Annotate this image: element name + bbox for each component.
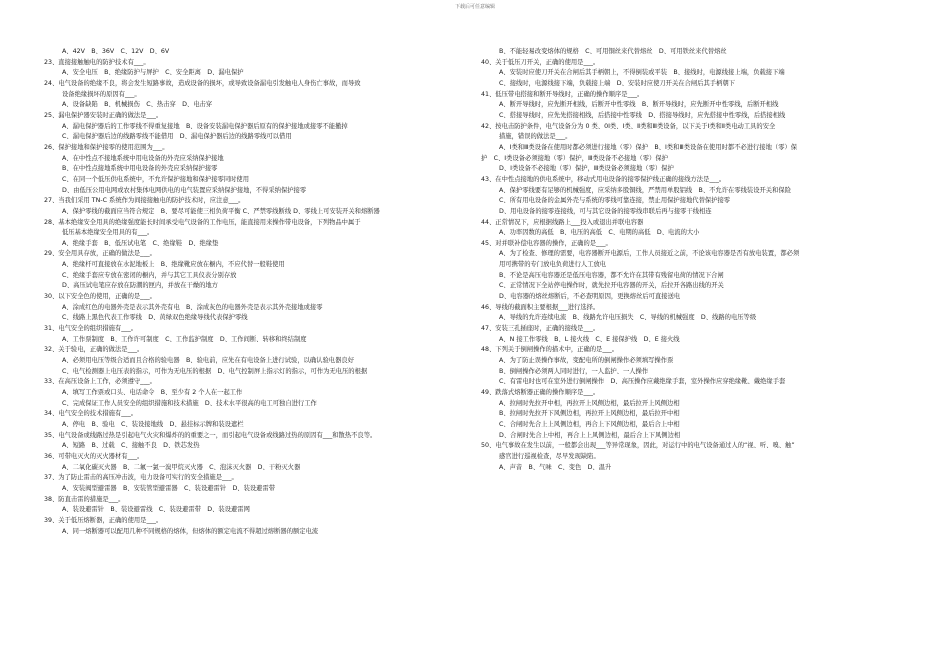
option-line: A、在中性点不接地系统中用电设备的外壳应采纳保护接地 [62,154,224,162]
option-line: C、绝缘手套应专放在密闭的橱内，并与其它工具仪表分别存放 [62,271,237,279]
option-line: C、完成保证工作人员安全的组织措施和技术措施 D、技术水平很高的电工可独自进行工作 [62,399,317,407]
option-line: 低压基本绝缘安全用具的有___。 [62,229,154,237]
option-line: C、电气检测器上电压表的指示，可作为无电压的根据 D、电气控制屏上指示灯的指示，可作为无电压的根据 [62,367,368,375]
option-line: A、安装阀型避雷器 B、安装管型避雷器 C、装设避雷针 D、装设避雷带 [62,484,276,492]
question-line: 44、正常情况下，应根据线路上___投入或退出并联电容器 [481,218,644,226]
option-line: A、二氧化碳灭火器 B、二氟一氯一溴甲烷灭火器 C、泡沫灭火器 D、干粉灭火器 [62,463,301,471]
option-line: D、电容器的熔丝熔断后，不必查明原因，更换熔丝后可直接送电 [499,293,681,301]
option-line: 感官进行巡视检查，尽早发现缺陷。 [499,452,600,460]
option-line: B、在中性点接地系统中用电设备的外壳应采纳保护接零 [62,165,218,173]
option-line: C、所有用电设备的金属外壳与系统的零线可靠连接，禁止用保护接地代替保护接零 [499,197,731,205]
option-line: A、短路 B、过载 C、接触不良 D、铁芯发热 [62,442,200,450]
left-column [44,47,462,537]
question-line: 26、保护接地和保护接零的使用范围为___。 [44,143,169,151]
option-line: A、同一熔断器可以配用几种不同规格的熔体，但熔体的额定电流不得超过熔断器的额定电流 [62,527,319,535]
option-line: B、倒闸操作必须两人同时进行，一人监护、一人操作 [499,367,649,375]
question-line: 35、电气设备或线路过热是引起电气火灾和爆炸的的重要之一，而引起电气设备或线路过热的原因有___和散热不良等。 [44,431,377,439]
question-line: 31、电气安全的组织措施有___。 [44,325,138,333]
option-line: A、为了检查、修理的需要，电容器断开电源后，工作人员接近之前，不论该电容器是否有放电装置，都必须 [499,250,800,258]
question-line: 46、导线的截面积主要根据___进行选择。 [481,303,600,311]
option-line: D、合闸时先合上中相，再合上上风侧边相，最后合上下风侧边相 [499,431,681,439]
question-line: 45、对并联补偿电容器的操作，正确的是___。 [481,239,612,247]
question-line: 34、电气安全的技术措施有___。 [44,410,138,418]
option-line: D、用电设备的接零连接线，可与其它设备的接零线串联后再与接零干线相连 [499,207,712,215]
option-line: A、必须用电压等级合适而且合格的验电器 B、验电前，应先在有电设备上进行试验，以确认验电器良好 [62,357,354,365]
question-line: 39、关于低压熔断器，正确的使用是___。 [44,516,163,524]
option-line: A、N 接工作零线 B、L 接火线 C、E 接保护线 D、E 接火线 [499,335,680,343]
option-line: A、绝缘杆可直接放在水泥地板上 B、绝缘靴应放在橱内，不应代替一般鞋使用 [62,261,285,269]
question-line: 36、可带电灭火的灭火器材有___。 [44,452,144,460]
question-line: 24、电气设备的绝缘不良，将会发生短路事故，造成设备的损坏，或导致设备漏电引发触电人身伤亡事故，而导致 [44,79,361,87]
question-line: 25、漏电保护器安装时正确的做法是___。 [44,111,163,119]
option-line: A、设备缺陷 B、机械损伤 C、热击穿 D、电击穿 [62,101,213,109]
option-line: A、停电 B、验电 C、装设接地线 D、悬挂标示牌和装设遮栏 [62,420,244,428]
option-line: A、装设避雷针 B、装设避雷线 C、装设避雷带 D、装设避雷网 [62,506,250,514]
option-line: A、声音 B、气味 C、变色 D、温升 [499,463,612,471]
page-header: 下载后可任意编辑 [454,4,495,10]
question-line: 28、基本绝缘安全用具的绝缘强度能长时间承受电气设备的工作电压，能直接用来操作带电设备，下列物品中属于 [44,218,361,226]
question-line: 30、以下安全色的使用，正确的是___。 [44,293,156,301]
question-line: 32、关于验电，正确的做法是___。 [44,346,144,354]
option-line: C、合闸时先合上上风侧边相，再合上下风侧边相，最后合上中相 [499,420,680,428]
question-line: 40、关于低压刀开关，正确的使用是___。 [481,58,600,66]
question-line: 护 C、Ⅰ类设备必须接地（零）保护，Ⅲ类设备不必接地（零）保护 [481,154,668,162]
option-line: A、涂成红色的电器外壳是表示其外壳有电 B、涂成灰色的电器外壳是表示其外壳接地或接零 [62,303,323,311]
option-line: C、在同一个低压供电系统中，不允许保护接地和保护接零同时使用 [62,175,250,183]
option-line: A、安全电压 B、绝缘防护与屏护 C、安全距离 D、漏电保护 [62,69,244,77]
option-line: C、有雷电时也可在室外进行倒闸操作 D、高压操作应戴绝缘手套，室外操作应穿绝缘靴、戴绝缘手套 [499,378,786,386]
option-line: A、保护零线要有足够的机械强度，应采纳多股铜线，严禁用单股铝线 B、不允许在零线装设开关和保险 [499,186,791,194]
option-line: A、导线的允许连续电流 B、线路允许电压损失 C、导线的机械强度 D、线路的电压等级 [499,314,757,322]
option-line: D、高压试电笔应存放在防潮的匣内，并放在干燥的地方 [62,282,218,290]
question-line: 29、安全用具存放，正确的做法是___。 [44,250,156,258]
question-line: 50、电气事故在发生以前，一般都会出现___等异常现象，因此，对运行中的电气设备通过人的“视、听、嗅、触” [481,442,795,450]
option-line: 用可携带的专门放电负荷进行人工放电 [499,261,607,269]
option-line: A、功率因数的高低 B、电压的高低 C、电期的高低 D、电流的大小 [499,229,700,237]
question-line: 33、在高压设备上工作，必须遵守___。 [44,378,156,386]
option-line: D、由低压公用电网或农村集体电网供电的电气装置应采纳保护接地，不得采纳保护接零 [62,186,307,194]
question-line: 23、直接接触触电的防护技术有___。 [44,58,150,66]
option-line: A、为了防止误操作事故，变配电所的倒闸操作必须填写操作票 [499,357,674,365]
question-line: 47、安装三孔插座时，正确的接线是___。 [481,325,600,333]
option-line: A、保护零线的截面应当符合规定 B、要尽可能使三相负荷平衡 C、严禁零线断线 D、零线上可安装开关和熔断器 [62,207,380,215]
option-line: A、42V B、36V C、12V D、6V [62,48,170,55]
option-line: C、搭接导线时，应先先搭接相线，后搭接中性零线 D、搭接导线时，应先搭接中性零线，后搭接相线 [499,111,786,119]
option-line: A、填写工作票或口头、电话命令 B、至少有 2 个人在一起工作 [62,389,243,396]
right-column [481,47,911,473]
option-line: C、接线时，电源线接下端，负载接上端 D、安装时应使刀开关在合闸后其手柄朝下 [499,79,735,87]
option-line: A、漏电保护器后的工作零线不得重复接地 B、设备安装漏电保护器后原有的保护接地或接零不能撤掉 [62,122,348,130]
question-line: 48、下列关于倒闸操作的描术中，正确的是___。 [481,346,619,354]
option-line: A、Ⅰ类和Ⅲ类设备在使用时都必须进行接地（零）保护 B、Ⅰ类和Ⅲ类设备在使用时都不必进行接地（零）保 [499,143,798,151]
question-line: 38、防直击雷的措施是___。 [44,495,125,503]
question-line: 37、为了防止雷击的高压冲击波，电力设备可实行的安全措施是___。 [44,474,238,482]
option-line: A、绝缘手套 B、低压试电笔 C、绝缘鞋 D、绝缘垫 [62,239,219,247]
question-line: 42、按电击防护条件，电气设备分为 0 类、0Ⅰ类、Ⅰ类、Ⅱ类和Ⅲ类设备，以下关于Ⅰ类和Ⅱ类电动工具的安全 [481,122,776,130]
question-line: 49、跌落式熔断器正确的操作顺序是___。 [481,389,600,396]
option-line: A、拉闸时先拉开中相，再拉开上风侧边相，最后拉开上风侧边相 [499,399,680,407]
question-line: 27、当我们采用 TN-C 系统作为间接接触电的防护技术时，应注意___。 [44,197,245,205]
option-line: C、正常情况下全站停电操作时，就先拉开电容器的开关，后拉开各路出线的开关 [499,282,724,290]
option-line: A、工作票制度 B、工作许可制度 C、工作监护制度 D、工作间断、转移和终结制度 [62,335,307,343]
option-line: B、不论是高压电容器还是低压电容器，都不允许在其带有残留电荷的情况下合闸 [499,271,724,279]
option-line: D、Ⅰ类设备不必接地（零）保护，Ⅲ类设备必须接地（零）保护 [499,165,674,173]
question-line: 43、在中性点接地的供电系统中，移动式用电设备的接零保护线正确的接线方法是___。 [481,175,726,183]
option-line: 措施，错误的做法是___。 [499,133,572,141]
option-line: B、不能轻易改变熔体的规格 C、可用铜丝来代替熔丝 D、可用铁丝来代替熔丝 [499,48,727,55]
option-line: A、安装时应使刀开关在合闸后其手柄朝上，不得倒装或平装 B、接线时，电源线接上端，负载接下端 [499,69,785,77]
question-line: 41、低压带电搭接和断开导线时，正确的操作顺序是___。 [481,90,644,98]
option-line: 设备绝缘损坏的原因有___。 [62,90,141,98]
option-line: C、线路上黑色代表工作零线 D、黄绿双色绝缘导线代表保护零线 [62,314,248,322]
option-line: C、漏电保护器后边的线路零线不能借用 D、漏电保护器后边的线路零线可以借用 [62,133,292,141]
option-line: A、断开导线时，应先断开相线，后断开中性零线 B、断开导线时，应先断开中性零线，后断开相线 [499,101,779,109]
option-line: B、拉闸时先拉开下风侧边相，再拉开上风侧边相，最后拉开中相 [499,410,680,418]
